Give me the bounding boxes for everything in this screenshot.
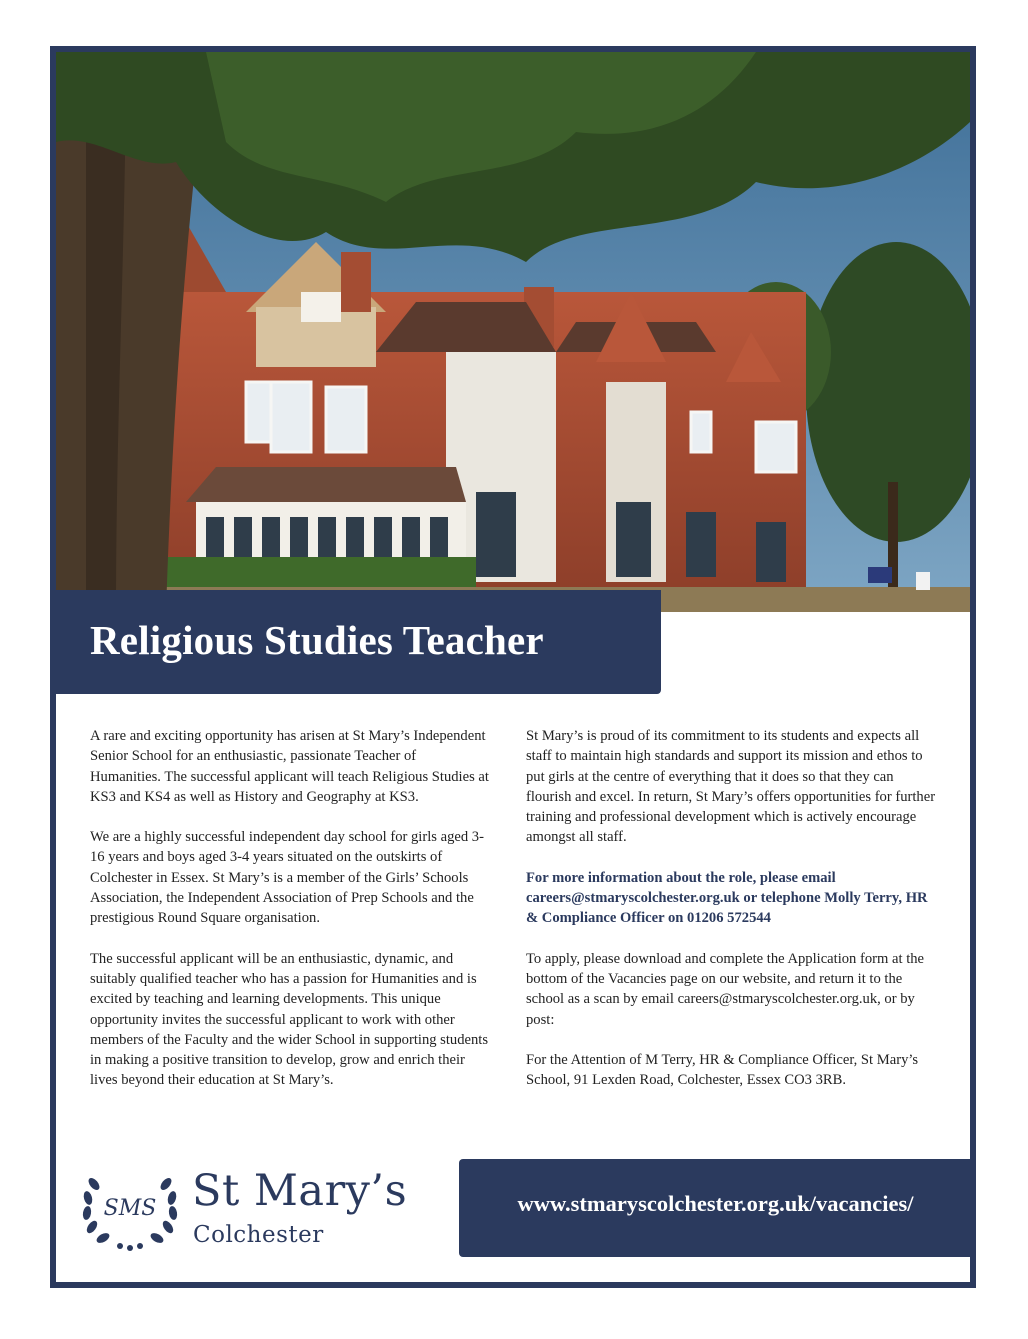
- school-logo: [80, 1160, 430, 1255]
- vacancies-link[interactable]: www.stmaryscolchester.org.uk/vacancies/: [517, 1191, 914, 1216]
- page-title: Religious Studies Teacher: [90, 617, 544, 663]
- school-paragraph: We are a highly successful independent day school for girls aged 3-16 years and boys aged 3-4 years situated on the outskirts of Colchester in Essex. St Mary’s is a member of the Girls’ Schools Association, the Independent Association of Prep Schools and the prestigious Round Square organisation.: [90, 829, 484, 927]
- address-paragraph: For the Attention of M Terry, HR & Compliance Officer, St Mary’s School, 91 Lexden Road, Colchester, Essex CO3 3RB.: [526, 1051, 919, 1089]
- logo-monogram: SMS: [103, 1196, 157, 1221]
- contact-paragraph: For more information about the role, please email careers@stmaryscolchester.org.uk or telephone Molly Terry, HR & Compliance Officer on 01206 572544: [526, 869, 928, 927]
- laurel-crest-icon: [80, 1160, 180, 1255]
- title-band: [56, 590, 661, 694]
- logo-subtitle: Colchester: [193, 1222, 324, 1248]
- applicant-paragraph: The successful applicant will be an enthusiastic, dynamic, and suitably qualified teacher who has a passion for Humanities and is excited by teaching and learning developments. This unique opportunity invites the successful applicant to work with other members of the Faculty and the wider School in supporting students in making a positive transition to develop, grow and enrich their lives beyond their education at St Mary’s.: [90, 950, 489, 1089]
- school-building-photo: [56, 52, 970, 612]
- url-band: [459, 1159, 972, 1257]
- left-column: [90, 726, 490, 1111]
- commitment-paragraph: St Mary’s is proud of its commitment to its students and expects all staff to maintain high standards and support its mission and ethos to put girls at the centre of everything that it does so that they can flourish and excel. In return, St Mary’s offers opportunities for further training and professional development which is actively encourage amongst all staff.: [526, 728, 936, 846]
- apply-paragraph: To apply, please download and complete the Application form at the bottom of the Vacancies page on our website, and return it to the school as a scan by email careers@stmaryscolchester.org.uk, or by post:: [526, 950, 925, 1028]
- right-column: [526, 726, 936, 1110]
- logo-name: St Mary’s: [192, 1166, 408, 1216]
- intro-paragraph: A rare and exciting opportunity has arisen at St Mary’s Independent Senior School for an enthusiastic, passionate Teacher of Humanities. The successful applicant will teach Religious Studies at KS3 and KS4 as well as History and Geography at KS3.: [90, 728, 489, 805]
